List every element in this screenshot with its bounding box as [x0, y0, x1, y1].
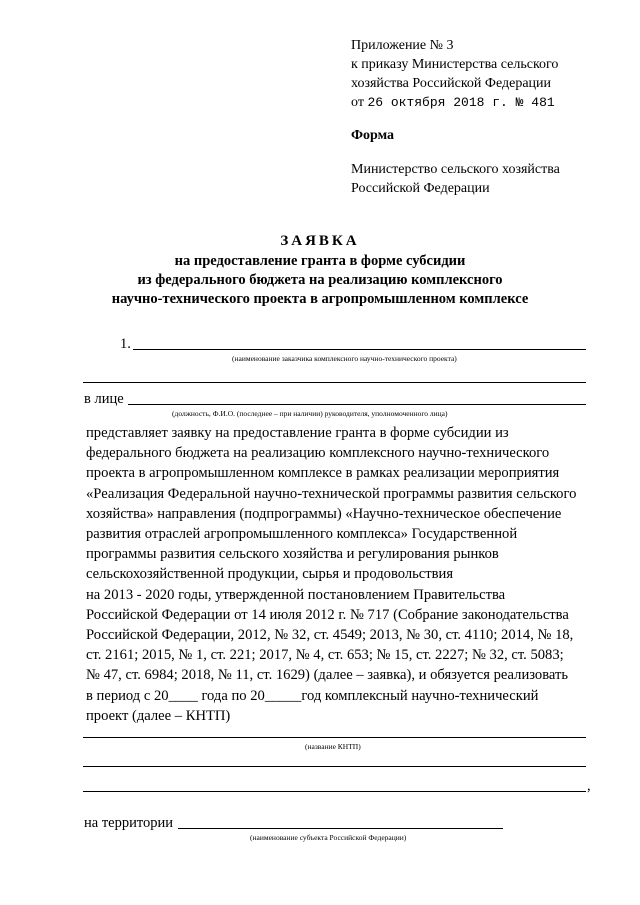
body-paragraph — [86, 423, 588, 726]
body-line: развития отраслей агропромышленного комплекса» Государственной — [86, 526, 518, 543]
project-caption: (название КНТП) — [305, 742, 361, 751]
territory-caption: (наименование субъекта Российской Федерации) — [250, 833, 407, 842]
ministry-line-1: Министерство сельского хозяйства — [351, 162, 560, 177]
item-number: 1. — [120, 336, 131, 352]
body-line: представляет заявку на предоставление гранта в форме субсидии из — [86, 425, 509, 441]
body-line: в период с 20____ года по 20_____год комплексный научно-технический — [86, 687, 539, 704]
project-name-field-continued[interactable] — [83, 791, 586, 792]
body-line: Российской Федерации от 14 июля 2012 г. № 717 (Собрание законодательства — [86, 606, 569, 623]
customer-name-field-continued[interactable] — [83, 382, 586, 383]
customer-caption: (наименование заказчика комплексного научно-технического проекта) — [232, 354, 457, 363]
representative-field[interactable] — [128, 404, 586, 405]
body-line: сельскохозяйственной продукции, сырья и продовольствия — [86, 566, 454, 583]
title-line-3: научно-технического проекта в агропромышленном комплексе — [111, 291, 529, 307]
annex-order-date: 26 октября 2018 г. № 481 — [367, 95, 555, 110]
annex-line-1: Приложение № 3 — [351, 38, 454, 53]
body-line: № 47, ст. 6984; 2018, № 11, ст. 1629) (далее – заявка), и обязуется реализовать — [86, 667, 569, 684]
project-name-field-continued[interactable] — [83, 766, 586, 767]
annex-line-4 — [351, 95, 555, 111]
body-line: хозяйства» направления (подпрограммы) «Научно-техническое обеспечение — [86, 505, 562, 522]
body-line: Российской Федерации, 2012, № 32, ст. 4549; 2013, № 30, ст. 4110; 2014, № 18, — [86, 627, 574, 644]
customer-name-field[interactable] — [133, 349, 586, 350]
annex-line-2: к приказу Министерства сельского — [351, 57, 559, 72]
body-line: программы развития сельского хозяйства и регулирования рынков — [86, 546, 499, 563]
body-line: ст. 2161; 2015, № 1, ст. 221; 2017, № 4, ст. 653; № 15, ст. 2227; № 32, ст. 5083; — [86, 647, 564, 664]
form-label: Форма — [351, 128, 395, 143]
ministry-line-2: Российской Федерации — [351, 181, 490, 196]
territory-field[interactable] — [178, 828, 503, 829]
territory-label: на территории — [84, 815, 174, 831]
body-line: «Реализация Федеральной научно-технической программы развития сельского — [86, 485, 577, 502]
in-person-label: в лице — [84, 391, 124, 407]
title-line-2: из федерального бюджета на реализацию комплексного — [137, 272, 503, 288]
annex-line-3: хозяйства Российской Федерации — [351, 76, 552, 91]
representative-caption: (должность, Ф.И.О. (последнее – при наличии) руководителя, уполномоченного лица) — [172, 409, 448, 418]
body-line: федерального бюджета на реализацию комплексного научно-технического — [86, 445, 550, 462]
body-line: на 2013 - 2020 годы, утвержденной постановлением Правительства — [86, 586, 506, 603]
annex-date-prefix: от — [351, 95, 368, 110]
title-line-1: на предоставление гранта в форме субсидии — [174, 253, 466, 269]
trailing-comma: , — [587, 778, 591, 794]
project-name-field[interactable] — [83, 737, 586, 738]
body-line body-line-last: проект (далее – КНТП) — [86, 707, 231, 724]
document-title: ЗАЯВКА — [280, 233, 360, 249]
body-line: проекта в агропромышленном комплексе в рамках реализации мероприятия — [86, 465, 560, 482]
